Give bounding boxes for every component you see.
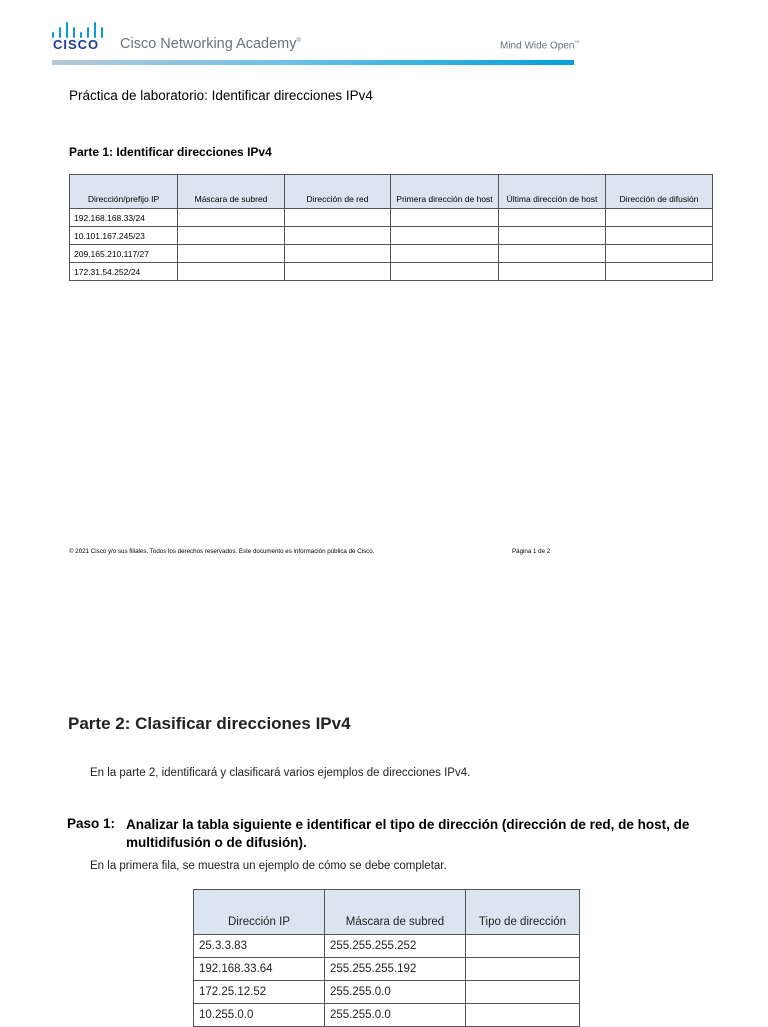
network-address-cell[interactable] xyxy=(285,263,391,281)
column-header: Dirección/prefijo IP xyxy=(70,175,178,209)
footer-copyright: © 2021 Cisco y/o sus filiales. Todos los derechos reservados. Este documento es información pública de Cisco. xyxy=(69,548,375,555)
column-header: Máscara de subred xyxy=(178,175,285,209)
broadcast-cell[interactable] xyxy=(606,227,713,245)
ip-prefix-cell: 192.168.168.33/24 xyxy=(70,209,178,227)
cisco-logo xyxy=(52,20,104,52)
step-note: En la primera fila, se muestra un ejemplo de cómo se debe completar. xyxy=(90,860,447,872)
table-header-row xyxy=(194,890,580,935)
table-row xyxy=(194,981,580,1004)
broadcast-cell[interactable] xyxy=(606,209,713,227)
broadcast-cell[interactable] xyxy=(606,245,713,263)
subnet-mask-cell: 255.255.255.252 xyxy=(325,935,466,958)
step-number: Paso 1: xyxy=(67,816,116,831)
last-host-cell[interactable] xyxy=(499,209,606,227)
column-header: Última dirección de host xyxy=(499,175,606,209)
ip-address-cell: 25.3.3.83 xyxy=(194,935,325,958)
first-host-cell[interactable] xyxy=(391,227,499,245)
column-header: Dirección IP xyxy=(194,890,325,935)
last-host-cell[interactable] xyxy=(499,245,606,263)
column-header: Primera dirección de host xyxy=(391,175,499,209)
ip-address-cell: 192.168.33.64 xyxy=(194,958,325,981)
subnet-mask-cell[interactable] xyxy=(178,245,285,263)
table-row xyxy=(70,209,713,227)
ipv4-identify-table xyxy=(69,174,713,281)
last-host-cell[interactable] xyxy=(499,227,606,245)
subnet-mask-cell: 255.255.255.192 xyxy=(325,958,466,981)
ip-prefix-cell: 172.31.54.252/24 xyxy=(70,263,178,281)
subnet-mask-cell: 255.255.0.0 xyxy=(325,981,466,1004)
last-host-cell[interactable] xyxy=(499,263,606,281)
tagline: Mind Wide Open™ xyxy=(500,40,580,52)
first-host-cell[interactable] xyxy=(391,263,499,281)
table-row xyxy=(194,958,580,981)
table-row xyxy=(70,227,713,245)
ipv4-classify-table xyxy=(193,889,580,1027)
table-row xyxy=(194,1004,580,1027)
address-type-cell[interactable] xyxy=(466,981,580,1004)
column-header: Dirección de red xyxy=(285,175,391,209)
table-row xyxy=(70,245,713,263)
network-address-cell[interactable] xyxy=(285,209,391,227)
table-row xyxy=(194,935,580,958)
part2-intro: En la parte 2, identificará y clasificará varios ejemplos de direcciones IPv4. xyxy=(90,767,471,779)
step-instruction: Analizar la tabla siguiente e identificar el tipo de dirección (dirección de red, de host, de multidifusión o de difusión). xyxy=(126,817,690,850)
header-divider xyxy=(52,60,574,65)
first-host-cell[interactable] xyxy=(391,245,499,263)
academy-name: Cisco Networking Academy® xyxy=(120,36,301,52)
ip-prefix-cell: 209.165.210.117/27 xyxy=(70,245,178,263)
page-title: Práctica de laboratorio: Identificar direcciones IPv4 xyxy=(69,88,373,103)
part2-heading: Parte 2: Clasificar direcciones IPv4 xyxy=(68,714,351,733)
network-address-cell[interactable] xyxy=(285,245,391,263)
column-header: Dirección de difusión xyxy=(606,175,713,209)
cisco-wordmark: CISCO xyxy=(53,37,100,52)
ip-prefix-cell: 10.101.167.245/23 xyxy=(70,227,178,245)
table-header-row xyxy=(70,175,713,209)
part1-heading: Parte 1: Identificar direcciones IPv4 xyxy=(69,145,272,159)
subnet-mask-cell[interactable] xyxy=(178,263,285,281)
address-type-cell[interactable] xyxy=(466,958,580,981)
subnet-mask-cell[interactable] xyxy=(178,227,285,245)
address-type-cell[interactable] xyxy=(466,935,580,958)
ip-address-cell: 172.25.12.52 xyxy=(194,981,325,1004)
network-address-cell[interactable] xyxy=(285,227,391,245)
subnet-mask-cell: 255.255.0.0 xyxy=(325,1004,466,1027)
column-header: Tipo de dirección xyxy=(466,890,580,935)
cisco-bridge-icon xyxy=(52,20,104,38)
first-host-cell[interactable] xyxy=(391,209,499,227)
table-row xyxy=(70,263,713,281)
ip-address-cell: 10.255.0.0 xyxy=(194,1004,325,1027)
column-header: Máscara de subred xyxy=(325,890,466,935)
broadcast-cell[interactable] xyxy=(606,263,713,281)
subnet-mask-cell[interactable] xyxy=(178,209,285,227)
footer-page-number: Página 1 de 2 xyxy=(512,548,551,555)
address-type-cell[interactable] xyxy=(466,1004,580,1027)
